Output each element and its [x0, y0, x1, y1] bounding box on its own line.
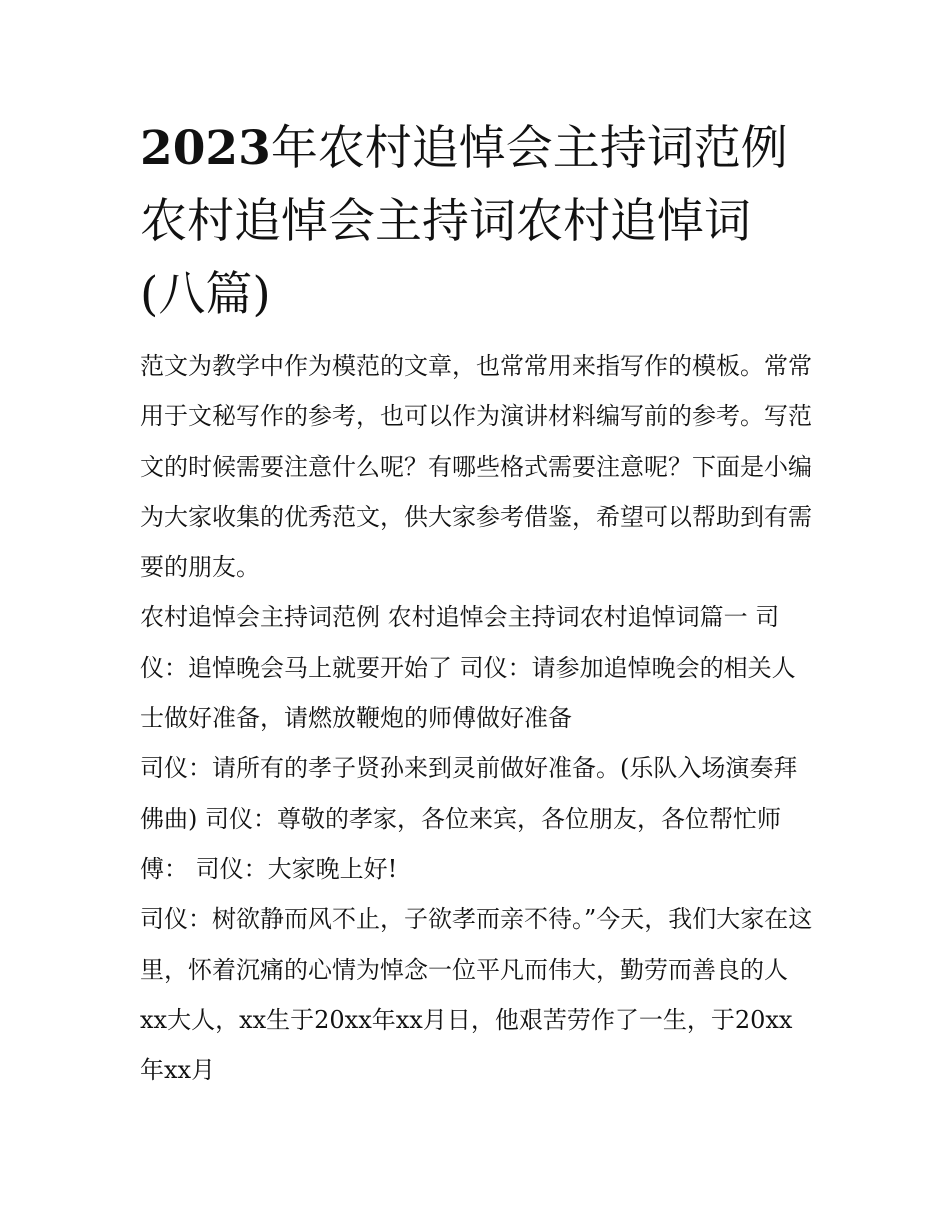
title-text: 年农村追悼会主持词范例农村追悼会主持词农村追悼词(八篇) [140, 121, 788, 322]
document-title [140, 112, 815, 331]
paragraph-greeting: 司仪：请所有的孝子贤孙来到灵前做好准备。(乐队入场演奏拜佛曲) 司仪：尊敬的孝家，各位来宾，各位朋友，各位帮忙师傅： 司仪：大家晚上好! [140, 754, 798, 883]
document-page [140, 112, 815, 1095]
paragraph-eulogy: 司仪：树欲静而风不止，子欲孝而亲不待。”今天，我们大家在这里，怀着沉痛的心情为悼念一位平凡而伟大，勤劳而善良的人xx大人，xx生于20xx年xx月日，他艰苦劳作了一生，于20xx年xx月 [140, 905, 813, 1085]
paragraph-opening: 农村追悼会主持词范例 农村追悼会主持词农村追悼词篇一 司仪：追悼晚会马上就要开始了 司仪：请参加追悼晚会的相关人士做好准备，请燃放鞭炮的师傅做好准备 [140, 603, 796, 733]
title-year: 2023 [140, 121, 271, 176]
paragraph-intro: 范文为教学中作为模范的文章，也常常用来指写作的模板。常常用于文秘写作的参考，也可以作为演讲材料编写前的参考。写范文的时候需要注意什么呢？有哪些格式需要注意呢？下面是小编为大家收集的优秀范文，供大家参考借鉴，希望可以帮助到有需要的朋友。 [140, 352, 812, 582]
document-body [140, 341, 815, 1095]
